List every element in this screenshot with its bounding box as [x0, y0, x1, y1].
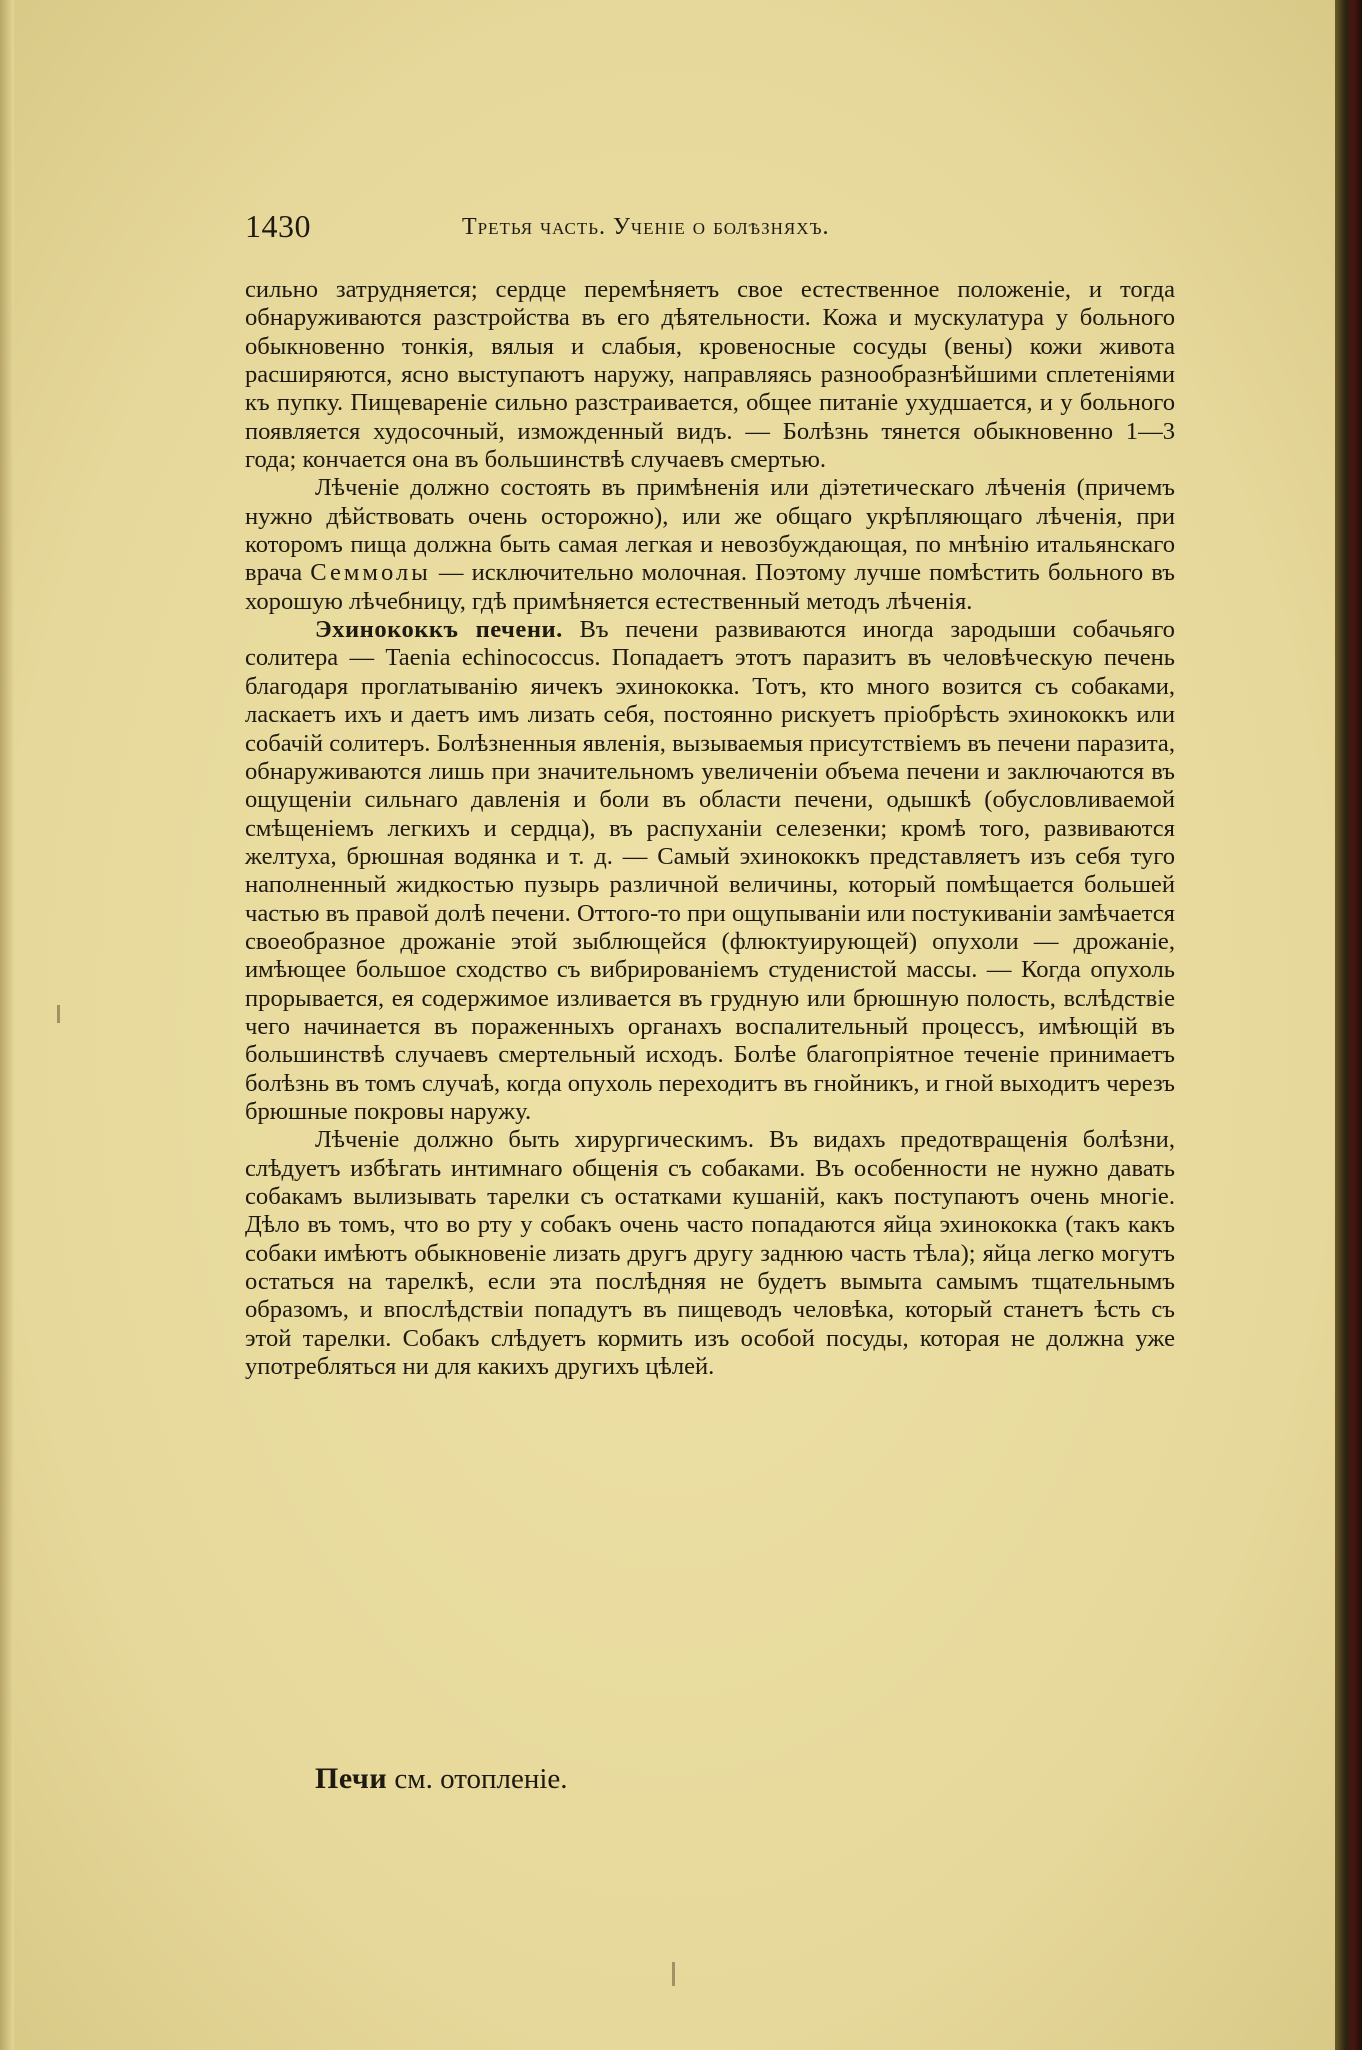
cross-reference	[315, 1762, 568, 1796]
page-number: 1430	[245, 208, 311, 244]
paragraph-treatment	[245, 474, 1175, 616]
paragraph-text: Лѣченіе должно состоять въ примѣненія или діэтетическаго лѣченія (причемъ нужно дѣйствовать очень осторожно), или же общаго укрѣпляющаго лѣченія, при которомъ пища должна быть самая легкая и невозбуждающая, по мнѣнію итальянскаго врача	[245, 474, 1175, 587]
ink-speck	[672, 1962, 675, 1986]
ink-speck	[57, 1005, 60, 1023]
paragraph-continuation	[245, 276, 1175, 474]
paragraph-text: Въ печени развиваются иногда зародыши собачьяго солитера — Taenia echinococcus. Попадаетъ этотъ паразитъ въ человѣческую печень благодаря проглатыванію яичекъ эхинококка. Тотъ, кто много возится съ собаками, ласкаетъ ихъ и даетъ имъ лизать себя, постоянно рискуетъ пріобрѣсть эхинококкъ или собачій солитеръ. Болѣзненныя явленія, вызываемыя присутствіемъ въ печени паразита, обнаруживаются лишь при значительномъ увеличеніи объема печени и заключаются въ ощущеніи сильнаго давленія и боли въ области печени, одышкѣ (обусловливаемой смѣщеніемъ легкихъ и сердца), въ распуханіи селезенки; кромѣ того, развиваются желтуха, брюшная водянка и т. д. — Самый эхинококкъ представляетъ изъ себя туго наполненный жидкостью пузырь различной величины, который помѣщается большей частью въ правой долѣ печени. Оттого-то при ощупываніи или постукиваніи замѣчается своеобразное дрожаніе этой зыблющейся (флюктуирующей) опухоли — дрожаніе, имѣющее большое сходство съ вибрированіемъ студенистой массы. — Когда опухоль прорывается, ея содержимое изливается въ грудную или брюшную полость, вслѣдствіе чего начинается въ пораженныхъ органахъ воспалительный процессъ, имѣющій въ большинствѣ случаевъ смертельный исходъ. Болѣе благопріятное теченіе принимаетъ болѣзнь въ томъ случаѣ, когда опухоль переходитъ въ гнойникъ, и гной выходитъ черезъ брюшные покровы наружу.	[245, 616, 1175, 1125]
cross-reference-text: см. отопленіе.	[387, 1763, 568, 1795]
physician-name: Семмолы	[310, 559, 431, 587]
body-text	[245, 276, 1175, 1381]
entry-term: Печи	[315, 1762, 388, 1795]
paragraph-text: — исключительно молочная. Поэтому лучше помѣстить больного въ хорошую лѣчебницу, гдѣ примѣняется естественный методъ лѣченія.	[245, 559, 1175, 615]
entry-term: Эхинококкъ печени.	[315, 616, 563, 644]
running-title: Третья часть. Ученіе о болѣзняхъ.	[462, 214, 830, 240]
paragraph-surgical-treatment	[245, 1126, 1175, 1381]
paragraph-echinococcus	[245, 616, 1175, 1126]
paragraph-text: сильно затрудняется; сердце перемѣняетъ свое естественное положеніе, и тогда обнаруживаются разстройства въ его дѣятельности. Кожа и мускулатура у больного обыкновенно тонкія, вялыя и слабыя, кровеносные сосуды (вены) кожи живота расширяются, ясно выступаютъ наружу, направляясь разнообразнѣйшими сплетеніями къ пупку. Пищевареніе сильно разстраивается, общее питаніе ухудшается, и у больного появляется худосочный, изможденный видъ. — Болѣзнь тянется обыкновенно 1—3 года; кончается она въ большинствѣ случаевъ смертью.	[245, 276, 1175, 474]
paragraph-text: Лѣченіе должно быть хирургическимъ. Въ видахъ предотвращенія болѣзни, слѣдуетъ избѣгать интимнаго общенія съ собаками. Въ особенности не нужно давать собакамъ вылизывать тарелки съ остатками кушаній, какъ поступаютъ очень многіе. Дѣло въ томъ, что во рту у собакъ очень часто попадаются яйца эхинококка (такъ какъ собаки имѣютъ обыкновеніе лизать другъ другу заднюю часть тѣла); яйца легко могутъ остаться на тарелкѣ, если эта послѣдняя не будетъ вымыта самымъ тщательнымъ образомъ, и впослѣдствіи попадутъ въ пищеводъ человѣка, который станетъ ѣсть съ этой тарелки. Собакъ слѣдуетъ кормить изъ особой посуды, которая не должна уже употребляться ни для какихъ другихъ цѣлей.	[245, 1126, 1175, 1381]
page-edge-shadow	[0, 0, 14, 2050]
page-header	[245, 208, 1175, 252]
book-binding	[1335, 0, 1362, 2050]
